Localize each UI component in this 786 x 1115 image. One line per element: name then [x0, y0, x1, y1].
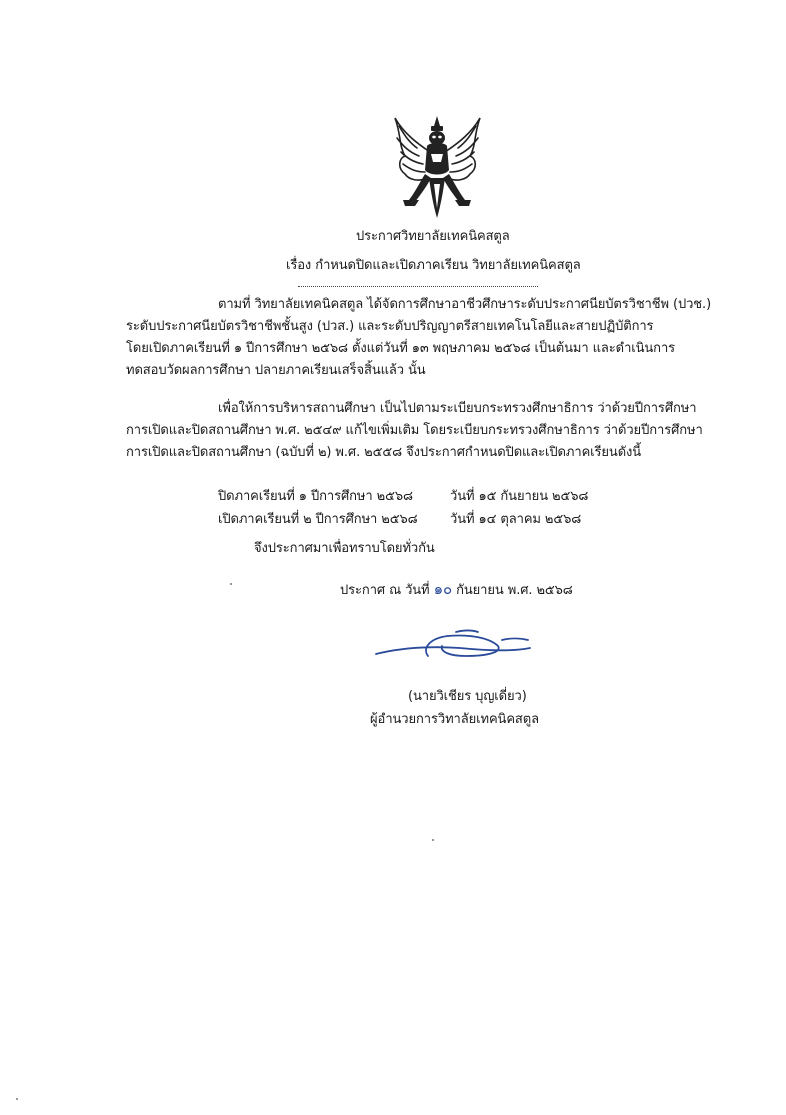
paragraph-1-line-2: ระดับประกาศนียบัตรวิชาชีพชั้นสูง (ปวส.) และระดับปริญญาตรีสายเทคโนโลยีและสายปฏิบัติการ [126, 319, 654, 334]
document-title: ประกาศวิทยาลัยเทคนิคสตูล [356, 229, 510, 244]
paragraph-2-line-2: การเปิดและปิดสถานศึกษา พ.ศ. ๒๕๔๙ แก้ไขเพิ่มเติม โดยระเบียบกระทรวงศึกษาธิการ ว่าด้วยปีการศึกษา [126, 423, 703, 438]
schedule-date-close: วันที่ ๑๕ กันยายน ๒๕๖๘ [450, 489, 589, 504]
document-subject: เรื่อง กำหนดปิดและเปิดภาคเรียน วิทยาลัยเทคนิคสตูล [286, 258, 581, 273]
paragraph-1-line-4: ทดสอบวัดผลการศึกษา ปลายภาคเรียนเสร็จสิ้นแล้ว นั้น [126, 363, 426, 378]
schedule-term-close: ปิดภาคเรียนที่ ๑ ปีการศึกษา ๒๕๖๘ [218, 489, 413, 504]
paragraph-2-line-1: เพื่อให้การบริหารสถานศึกษา เป็นไปตามระเบียบกระทรวงศึกษาธิการ ว่าด้วยปีการศึกษา [218, 401, 697, 416]
paragraph-1-line-3: โดยเปิดภาคเรียนที่ ๑ ปีการศึกษา ๒๕๖๘ ตั้งแต่วันที่ ๑๓ พฤษภาคม ๒๕๖๘ เป็นต้นมา และดำเนินการ [126, 341, 676, 356]
header-divider [298, 286, 538, 287]
schedule-term-open: เปิดภาคเรียนที่ ๒ ปีการศึกษา ๒๕๖๘ [218, 512, 418, 527]
announce-day: ๑๐ [433, 580, 453, 598]
garuda-emblem-icon [385, 112, 490, 224]
signer-name: (นายวิเชียร บุญเดี่ยว) [408, 689, 527, 704]
paragraph-2-line-3: การเปิดและปิดสถานศึกษา (ฉบับที่ ๒) พ.ศ. ๒๕๕๘ จึงประกาศกำหนดปิดและเปิดภาคเรียนดังนี้ [126, 445, 642, 460]
announce-prefix: ประกาศ ณ วันที่ [340, 583, 430, 598]
closing-line: จึงประกาศมาเพื่อทราบโดยทั่วกัน [254, 541, 435, 556]
schedule-date-open: วันที่ ๑๔ ตุลาคม ๒๕๖๘ [450, 512, 582, 527]
announce-suffix: กันยายน พ.ศ. ๒๕๖๘ [456, 583, 573, 598]
signer-position: ผู้อำนวยการวิทาลัยเทคนิคสตูล [370, 712, 539, 727]
scan-speck [432, 839, 434, 841]
handwritten-signature [370, 626, 540, 666]
scan-speck [230, 583, 232, 585]
announce-date [340, 580, 573, 600]
scan-speck [16, 1098, 18, 1100]
paragraph-1-line-1: ตามที่ วิทยาลัยเทคนิคสตูล ได้จัดการศึกษาอาชีวศึกษาระดับประกาศนียบัตรวิชาชีพ (ปวช.) [218, 297, 712, 312]
